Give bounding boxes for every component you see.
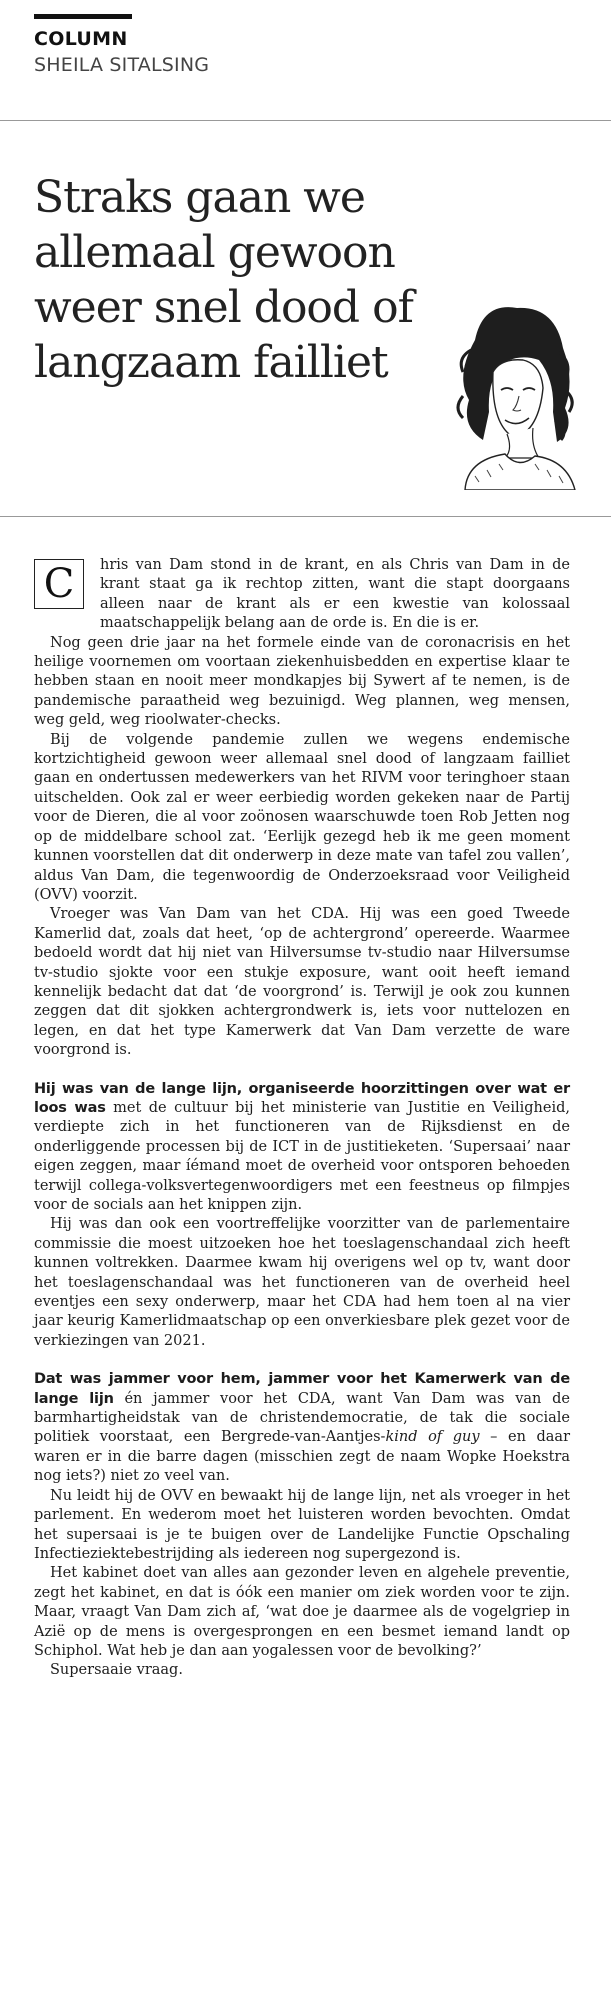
article-body xyxy=(34,556,570,1681)
section-bar xyxy=(34,14,132,19)
paragraph-9: Het kabinet doet van alles aan gezonder leven en algehele preventie, zegt het kabinet, en dat is óók een manier om ziek worden voor te zijn. Maar, vraagt Van Dam zich af, ‘wat doe je daarmee als de vogelgriep in Azië op de mens is overgesprongen en een besmet iemand landt op Schiphol. Wat heb je dan aan yogalessen voor de bevolking?’ xyxy=(34,1565,570,1659)
divider-top xyxy=(0,120,611,121)
section-label: COLUMN xyxy=(34,28,128,50)
author-name: SHEILA SITALSING xyxy=(34,54,210,76)
paragraph-3: Bij de volgende pandemie zullen we wegens endemische kortzichtigheid gewoon weer allemaal snel dood of langzaam failliet gaan en ondertussen medewerkers van het RIVM voor teringhoer staan uitschelden. Ook zal er weer eerbiedig worden gekeken naar de Partij voor de Dieren, die al voor zoönosen waarschuwde toen Rob Jetten nog op de middelbare school zat. ‘Eerlijk gezegd heb ik me geen moment kunnen voorstellen dat dit onderwerp in deze mate van tafel zou vallen’, aldus Van Dam, die tegenwoordig de Onderzoeksraad voor Veiligheid (OVV) voorzit. xyxy=(34,731,570,903)
paragraph-5 xyxy=(34,1080,570,1216)
divider-bottom xyxy=(0,516,611,517)
paragraph-8: Nu leidt hij de OVV en bewaakt hij de lange lijn, net als vroeger in het parlement. En wederom moet het luisteren worden bevochten. Omdat het supersaai is je te buigen over de Landelijke Functie Opschaling Infectieziektebestrijding als iedereen nog supergezond is. xyxy=(34,1487,570,1562)
author-portrait-icon xyxy=(435,300,585,490)
paragraph-7-lead: Dat was jammer voor hem, jammer voor het Kamerwerk van de lange lijn xyxy=(34,1371,570,1407)
drop-cap: C xyxy=(34,559,84,609)
paragraph-6: Hij was dan ook een voortreffelijke voorzitter van de parlementaire commissie die moest uitzoeken hoe het toeslagenschandaal zich heeft kunnen voltrekken. Daarmee kwam hij overigens wel op tv, want door het toeslagenschandaal was het functioneren van de overheid heel eventjes een sexy onderwerp, maar het CDA had hem toen al na vier jaar keurig Kamerlidmaatschap op een onverkiesbare plek gezet voor de verkiezingen van 2021. xyxy=(34,1216,570,1349)
paragraph-5-lead: Hij was van de lange lijn, organiseerde hoorzittingen over wat er loos was xyxy=(34,1080,570,1116)
paragraph-7 xyxy=(34,1370,570,1486)
paragraph-7-text-a: én jammer voor het CDA, want Van Dam was van de barmhartigheidstak van de christendemocratie, de tak die sociale politiek voorstaat, een Bergrede-van-Aantjes- xyxy=(34,1390,570,1446)
paragraph-10: Supersaaie vraag. xyxy=(50,1662,183,1679)
paragraph-5-text: met de cultuur bij het ministerie van Justitie en Veiligheid, verdiepte zich in het functioneren van de Rijksdienst en de onderliggende processen bij de ICT in de justitieketen. ‘Supersaai’ naar eigen zeggen, maar íémand moet de overheid voor ontsporen behoeden terwijl collega-volksvertegenwoordigers met een feestneus op filmpjes voor de socials aan het knippen zijn. xyxy=(34,1099,570,1213)
paragraph-7-italic: kind of guy xyxy=(385,1429,480,1446)
paragraph-1: hris van Dam stond in de krant, en als Chris van Dam in de krant staat ga ik rechtop zitten, want die stapt doorgaans alleen naar de krant als er een kwestie van kolossaal maatschappelijk belang aan de orde is. En die is er. xyxy=(100,557,570,632)
paragraph-7-text-b: – en daar waren er in die barre dagen (misschien zegt de naam Wopke Hoekstra nog iets?) niet zo veel van. xyxy=(34,1429,571,1485)
paragraph-4: Vroeger was Van Dam van het CDA. Hij was een goed Tweede Kamerlid dat, zoals dat heet, ‘op de achtergrond’ opereerde. Waarmee bedoeld wordt dat hij niet van Hilversumse tv-studio naar Hilversumse tv-studio sjokte voor een stukje exposure, want ooit heeft iemand kennelijk bedacht dat dat ‘de voorgrond’ is. Terwijl je ook zou kunnen zeggen dat dit sjokken achtergrondwerk is, iets voor nuttelozen en legen, en dat het type Kamerwerk dat Van Dam verzette de ware voorgrond is. xyxy=(34,906,570,1059)
paragraph-2: Nog geen drie jaar na het formele einde van de coronacrisis en het heilige voornemen om voortaan ziekenhuisbedden en expertise klaar te hebben staan en nooit meer mondkapjes bij Sywert af te nemen, is de pandemische paraatheid weg bezuinigd. Weg plannen, weg mensen, weg geld, weg rioolwater-checks. xyxy=(34,634,570,729)
headline: Straks gaan we allemaal gewoon weer snel dood of langzaam failliet xyxy=(34,172,413,388)
